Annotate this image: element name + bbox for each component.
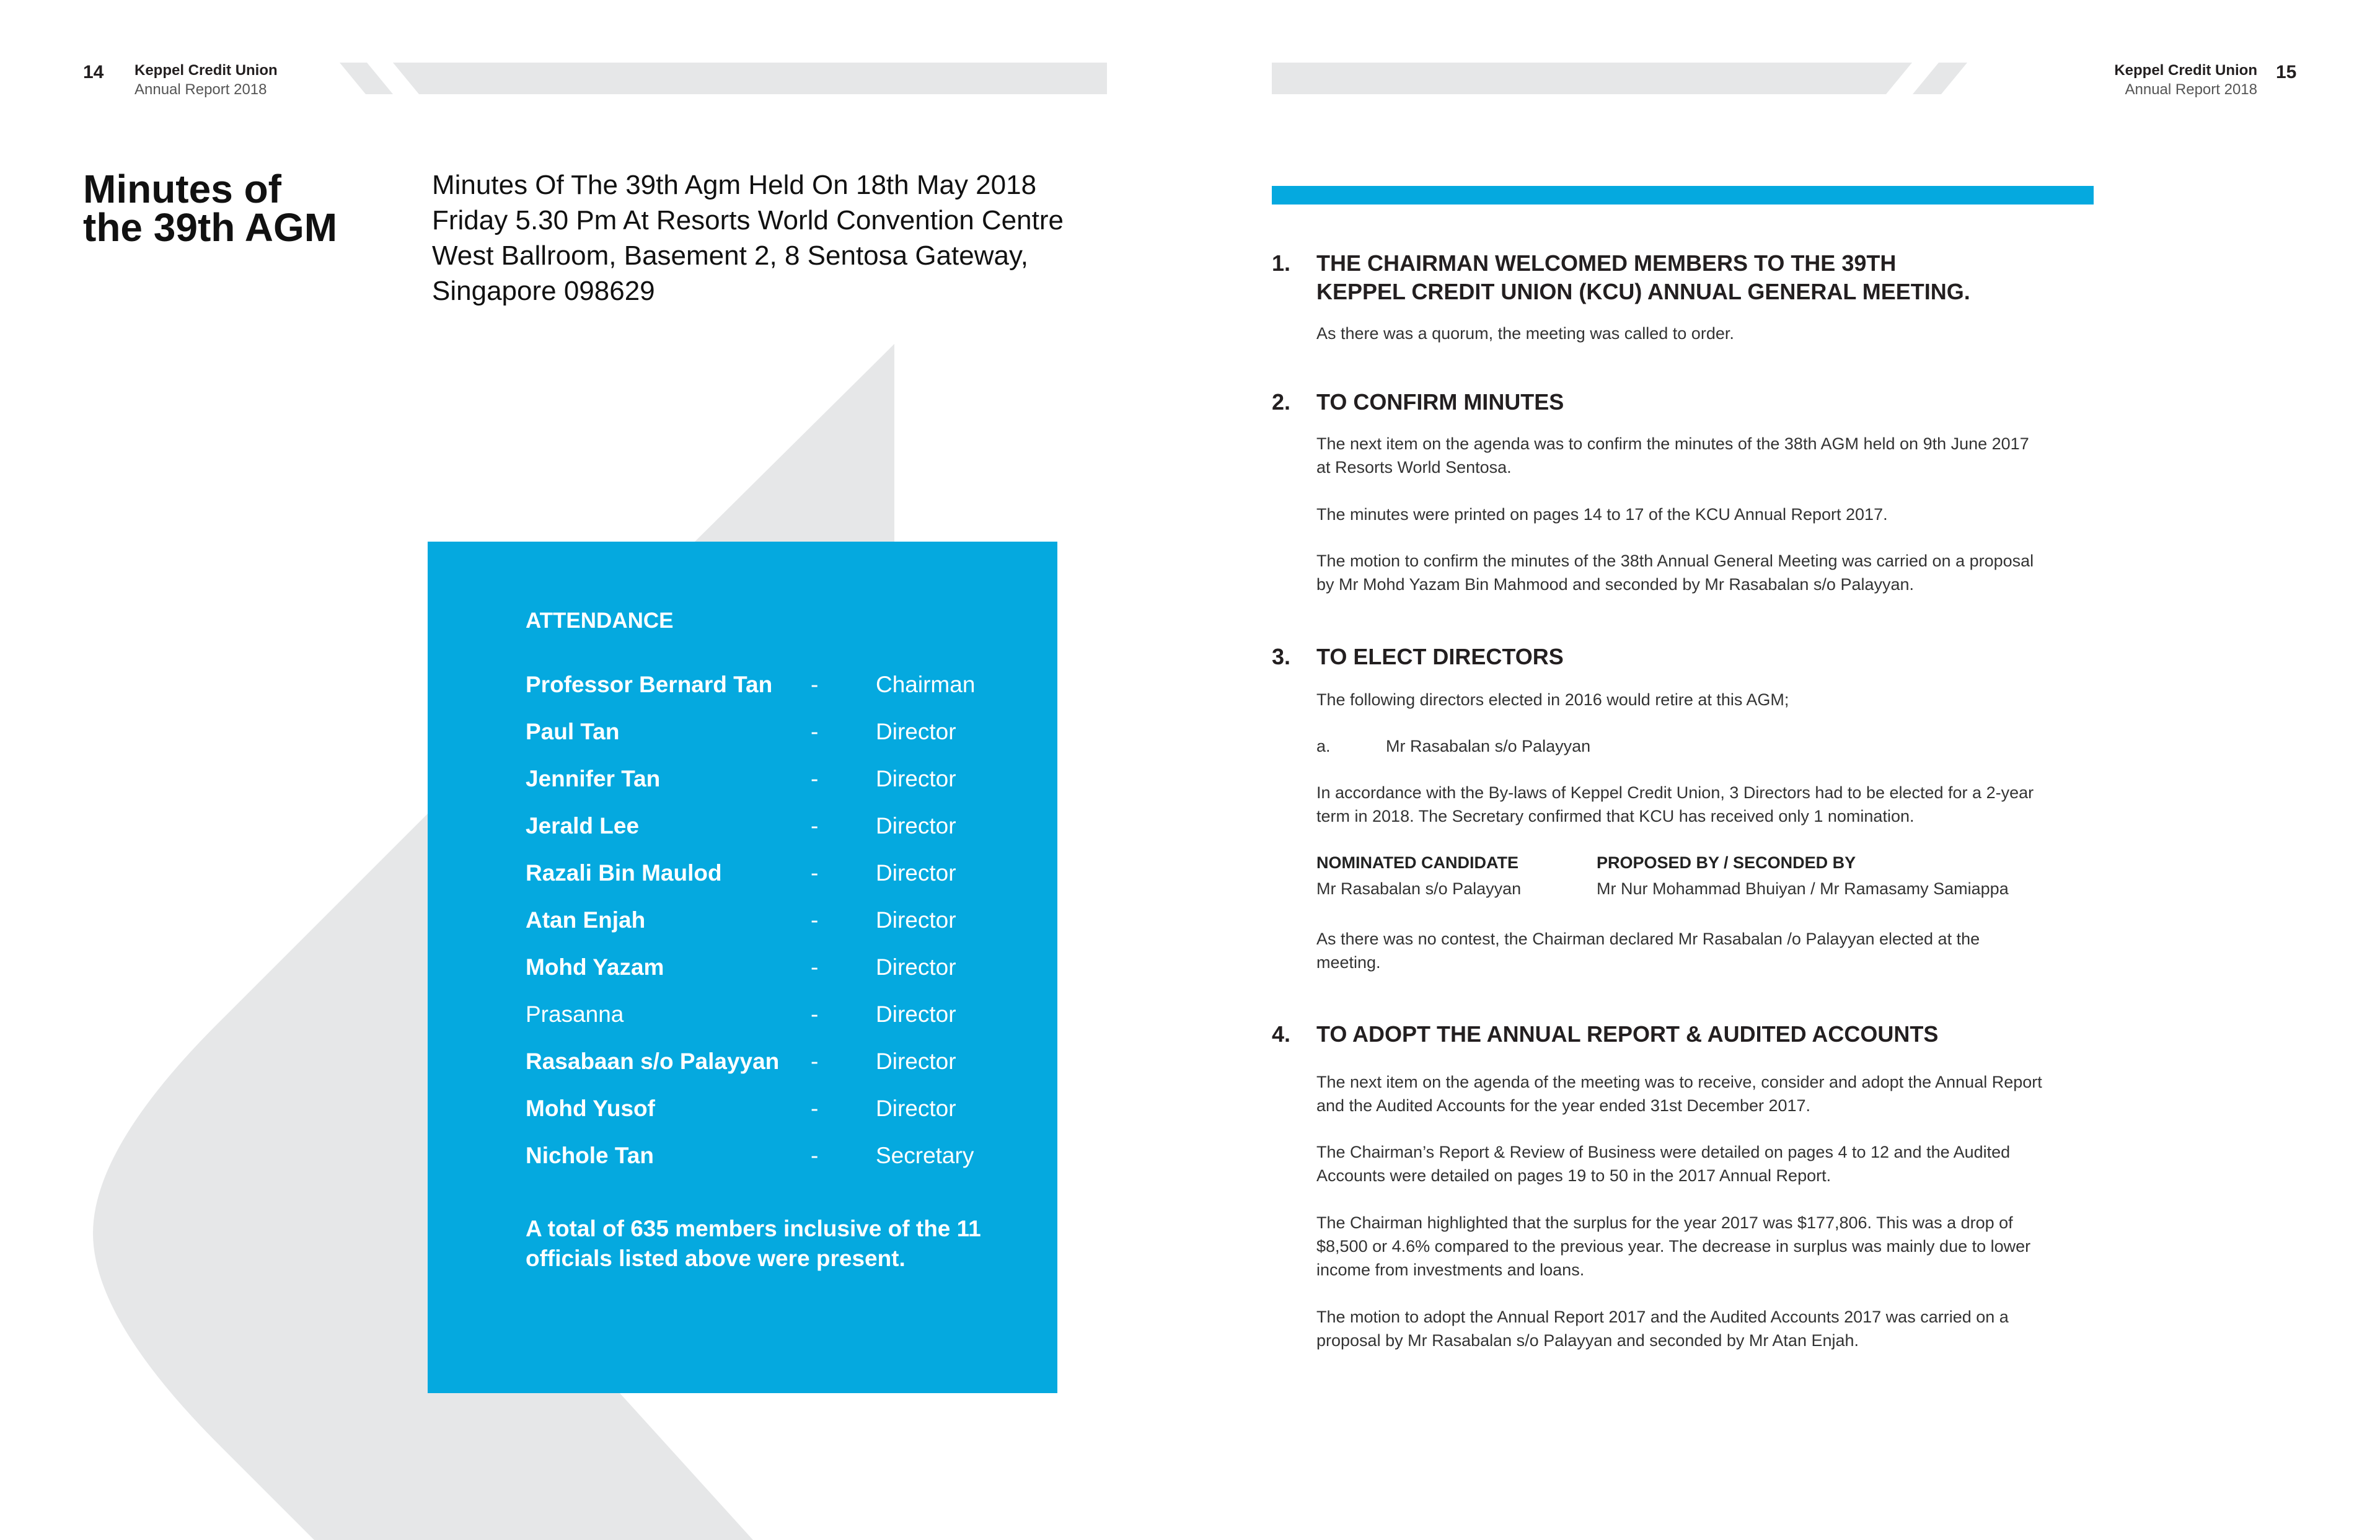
meeting-line-3: West Ballroom, Basement 2, 8 Sentosa Gateway, (432, 240, 1028, 271)
paragraph-line: In accordance with the By-laws of Keppel Credit Union, 3 Directors had to be elected for a 2-year (1316, 783, 2034, 802)
section-heading: TO ADOPT THE ANNUAL REPORT & AUDITED ACCOUNTS (1316, 1021, 1939, 1047)
header-report-right: Annual Report 2018 (2125, 81, 2257, 98)
section-heading: TO ELECT DIRECTORS (1316, 644, 1564, 669)
meeting-line-1: Minutes Of The 39th Agm Held On 18th May 2018 (432, 170, 1037, 200)
paragraph-line: meeting. (1316, 953, 1381, 972)
attendee-role: Secretary (876, 1143, 974, 1168)
paragraph (1316, 1211, 2085, 1282)
paragraph: The following directors elected in 2016 would retire at this AGM; (1316, 690, 1789, 709)
paragraph-line: term in 2018. The Secretary confirmed that KCU has received only 1 nomination. (1316, 807, 1915, 825)
proposed-by-label: PROPOSED BY / SECONDED BY (1597, 853, 1856, 872)
attendance-row (526, 766, 1034, 809)
attendee-role: Director (876, 719, 956, 744)
attendee-name: Jennifer Tan (526, 766, 661, 791)
attendee-role: Director (876, 954, 956, 980)
attendance-total (526, 1214, 1021, 1274)
paragraph (1316, 1140, 2085, 1187)
paragraph (1316, 1070, 2085, 1117)
attendee-name: Razali Bin Maulod (526, 860, 722, 886)
paragraph (1316, 549, 2085, 596)
meeting-line-2: Friday 5.30 Pm At Resorts World Convention Centre (432, 205, 1064, 235)
attendee-name: Mohd Yusof (526, 1096, 655, 1121)
attendance-total-line-2: officials listed above were present. (526, 1246, 906, 1271)
attendance-row (526, 1049, 1034, 1092)
paragraph-line: proposal by Mr Rasabalan s/o Palayyan and seconded by Mr Atan Enjah. (1316, 1331, 1859, 1350)
separator: - (811, 813, 819, 838)
separator: - (811, 766, 819, 791)
section-number: 4. (1272, 1021, 1291, 1047)
separator: - (811, 1096, 819, 1121)
paragraph-line: The Chairman’s Report & Review of Business were detailed on pages 4 to 12 and the Audited (1316, 1143, 2011, 1161)
nominated-candidate-label: NOMINATED CANDIDATE (1316, 853, 1518, 872)
separator: - (811, 907, 819, 933)
attendee-role: Director (876, 1096, 956, 1121)
paragraph (1316, 927, 2085, 974)
paragraph-line: Accounts were detailed on pages 19 to 50 in the 2017 Annual Report. (1316, 1166, 1831, 1185)
header-stripe-left-small (340, 63, 393, 94)
paragraph: As there was a quorum, the meeting was called to order. (1316, 324, 1734, 343)
paragraph-line: The motion to adopt the Annual Report 2017 and the Audited Accounts 2017 was carried on a (1316, 1308, 2009, 1326)
meeting-line-4: Singapore 098629 (432, 276, 655, 306)
accent-bar (1272, 186, 2094, 205)
attendee-role: Director (876, 907, 956, 933)
header-stripe-right-small (1913, 63, 1967, 94)
attendee-name: Prasanna (526, 1001, 624, 1027)
attendance-row (526, 907, 1034, 951)
separator: - (811, 1049, 819, 1074)
attendee-role: Director (876, 1049, 956, 1074)
attendance-row (526, 1143, 1034, 1186)
attendee-role: Director (876, 1001, 956, 1027)
header-org-left: Keppel Credit Union (134, 62, 278, 79)
section-number: 2. (1272, 389, 1291, 415)
paragraph-line: by Mr Mohd Yazam Bin Mahmood and seconded by Mr Rasabalan s/o Palayyan. (1316, 575, 1915, 594)
section-heading (1316, 249, 2122, 306)
meeting-details (432, 167, 1114, 309)
separator: - (811, 719, 819, 744)
attendee-role: Director (876, 766, 956, 791)
paragraph-line: As there was no contest, the Chairman declared Mr Rasabalan /o Palayyan elected at the (1316, 930, 1980, 948)
section-number: 1. (1272, 250, 1291, 276)
separator: - (811, 672, 819, 697)
paragraph-line: $8,500 or 4.6% compared to the previous year. The decrease in surplus was mainly due to lower (1316, 1237, 2031, 1256)
paragraph: The minutes were printed on pages 14 to 17 of the KCU Annual Report 2017. (1316, 505, 1888, 524)
proposed-by-value: Mr Nur Mohammad Bhuiyan / Mr Ramasamy Samiappa (1597, 879, 2009, 898)
section-number: 3. (1272, 644, 1291, 669)
paragraph-line: at Resorts World Sentosa. (1316, 458, 1512, 477)
attendee-name: Mohd Yazam (526, 954, 664, 980)
separator: - (811, 1001, 819, 1027)
paragraph-line: The motion to confirm the minutes of the 38th Annual General Meeting was carried on a proposal (1316, 552, 2034, 570)
attendee-name: Nichole Tan (526, 1143, 654, 1168)
page-title (83, 167, 393, 250)
attendance-row (526, 860, 1034, 904)
paragraph (1316, 781, 2085, 828)
attendee-name: Professor Bernard Tan (526, 672, 773, 697)
attendance-row (526, 1001, 1034, 1045)
attendance-title: ATTENDANCE (526, 609, 674, 633)
list-letter: a. (1316, 737, 1331, 755)
attendance-row (526, 954, 1034, 998)
separator: - (811, 860, 819, 886)
paragraph (1316, 1305, 2085, 1352)
attendance-row (526, 672, 1034, 715)
attendance-row (526, 1096, 1034, 1139)
section-heading: TO CONFIRM MINUTES (1316, 389, 1564, 415)
header-stripe-right (1272, 63, 1912, 94)
paragraph-line: income from investments and loans. (1316, 1261, 1585, 1279)
list-item-text: Mr Rasabalan s/o Palayyan (1386, 737, 1591, 755)
attendee-role: Director (876, 813, 956, 838)
attendance-row (526, 719, 1034, 762)
paragraph (1316, 432, 2085, 479)
title-line-1: Minutes of (83, 167, 281, 211)
separator: - (811, 1143, 819, 1168)
attendee-name: Atan Enjah (526, 907, 646, 933)
attendance-row (526, 813, 1034, 856)
header-report-left: Annual Report 2018 (134, 81, 267, 98)
paragraph-line: and the Audited Accounts for the year ended 31st December 2017. (1316, 1096, 1811, 1115)
attendee-name: Jerald Lee (526, 813, 640, 838)
paragraph-line: The Chairman highlighted that the surplus for the year 2017 was $177,806. This was a drop of (1316, 1213, 2013, 1232)
title-line-2: the 39th AGM (83, 205, 338, 250)
paragraph-line: The next item on the agenda of the meeting was to receive, consider and adopt the Annual Report (1316, 1073, 2042, 1091)
attendee-role: Chairman (876, 672, 976, 697)
paragraph-line: The next item on the agenda was to confirm the minutes of the 38th AGM held on 9th June 2017 (1316, 434, 2029, 453)
section-heading-line: THE CHAIRMAN WELCOMED MEMBERS TO THE 39TH (1316, 250, 1897, 276)
attendance-panel (428, 542, 1057, 1393)
attendee-name: Rasabaan s/o Palayyan (526, 1049, 780, 1074)
header-stripe-left (393, 63, 1107, 94)
attendance-total-line-1: A total of 635 members inclusive of the 11 (526, 1216, 981, 1241)
header-org-right: Keppel Credit Union (2114, 62, 2257, 79)
nominated-candidate-value: Mr Rasabalan s/o Palayyan (1316, 879, 1522, 898)
attendee-role: Director (876, 860, 956, 886)
page-number-right: 15 (2276, 62, 2297, 82)
page-number-left: 14 (83, 62, 104, 82)
separator: - (811, 954, 819, 980)
attendee-name: Paul Tan (526, 719, 620, 744)
section-heading-line: KEPPEL CREDIT UNION (KCU) ANNUAL GENERAL MEETING. (1316, 279, 1970, 304)
